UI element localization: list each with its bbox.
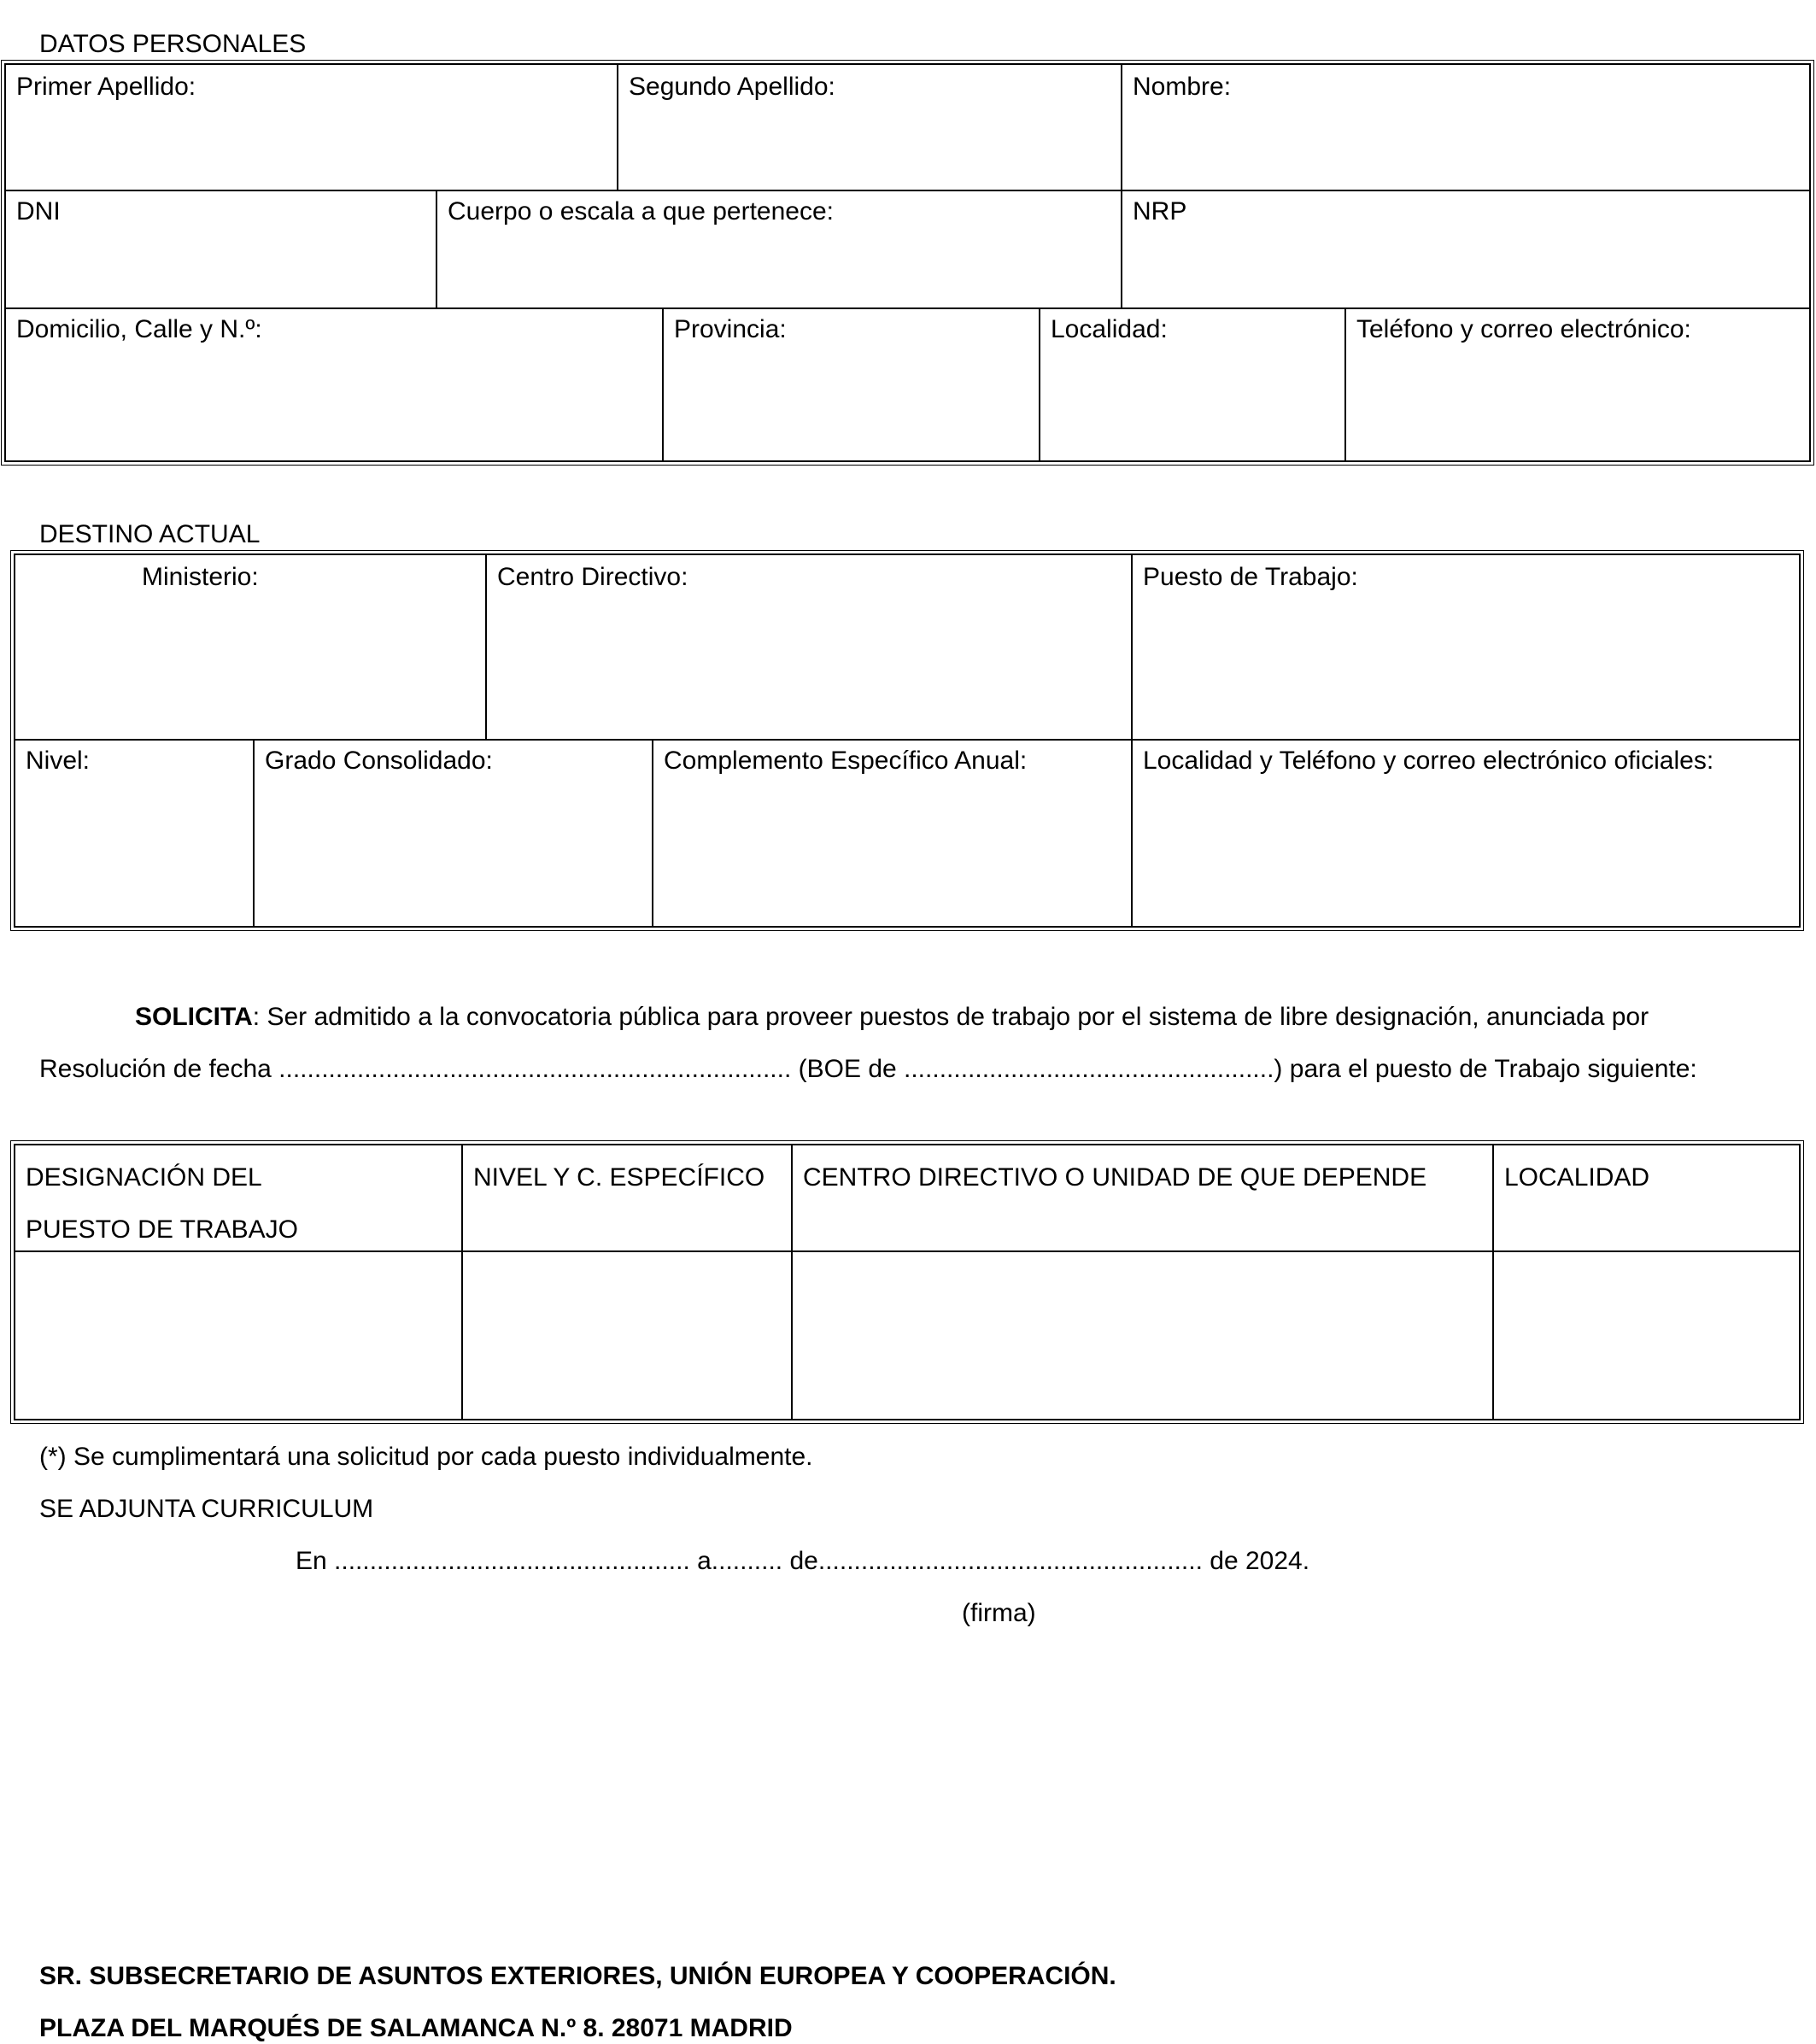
centro-unidad-header	[791, 1145, 1492, 1250]
ministerio-label: Ministerio:	[142, 563, 259, 591]
centro-directivo-field[interactable]	[485, 555, 1131, 739]
nivel-field[interactable]	[15, 739, 253, 926]
localidad-label: Localidad:	[1051, 315, 1168, 343]
designacion-header	[15, 1145, 461, 1250]
grado-field[interactable]	[253, 739, 652, 926]
puesto-field[interactable]	[1131, 555, 1799, 739]
resolucion-line: Resolución de fecha ........................................................................ (BOE de ....................................................) para el puesto de Trabajo siguiente:	[39, 1055, 1697, 1083]
dni-field[interactable]	[6, 190, 436, 307]
dni-label: DNI	[16, 197, 61, 225]
nivel-especifico-input-cell[interactable]	[461, 1250, 791, 1419]
nrp-field[interactable]	[1121, 190, 1809, 307]
designacion-header-line2: PUESTO DE TRABAJO	[26, 1215, 298, 1244]
segundo-apellido-field[interactable]	[617, 65, 1121, 190]
primer-apellido-label: Primer Apellido:	[16, 73, 196, 101]
domicilio-label: Domicilio, Calle y N.º:	[16, 315, 262, 343]
complemento-label: Complemento Específico Anual:	[664, 747, 1028, 775]
nivel-label: Nivel:	[26, 747, 91, 775]
cuerpo-label: Cuerpo o escala a que pertenece:	[448, 197, 834, 225]
curriculum-text: SE ADJUNTA CURRICULUM	[39, 1495, 374, 1523]
centro-directivo-label: Centro Directivo:	[497, 563, 688, 591]
domicilio-field[interactable]	[6, 307, 662, 460]
provincia-label: Provincia:	[674, 315, 787, 343]
destino-actual-heading: DESTINO ACTUAL	[39, 520, 261, 548]
solicita-keyword: SOLICITA	[135, 1003, 253, 1031]
telefono-field[interactable]	[1344, 307, 1809, 460]
complemento-field[interactable]	[652, 739, 1131, 926]
centro-unidad-header-label: CENTRO DIRECTIVO O UNIDAD DE QUE DEPENDE	[803, 1163, 1427, 1192]
localidad-input-cell[interactable]	[1492, 1250, 1799, 1419]
localidad-header-label: LOCALIDAD	[1504, 1163, 1650, 1192]
provincia-field[interactable]	[662, 307, 1039, 460]
localidad-header	[1492, 1145, 1799, 1250]
localidad-oficial-label: Localidad y Teléfono y correo electrónico oficiales:	[1143, 747, 1714, 775]
ministerio-field[interactable]	[15, 555, 485, 739]
nombre-field[interactable]	[1121, 65, 1809, 190]
datos-personales-table	[4, 63, 1811, 462]
firma-label: (firma)	[962, 1599, 1036, 1627]
nivel-especifico-header-label: NIVEL Y C. ESPECÍFICO	[473, 1163, 765, 1192]
addressee-line2: PLAZA DEL MARQUÉS DE SALAMANCA N.º 8. 28071 MADRID	[39, 2014, 793, 2042]
puesto-label: Puesto de Trabajo:	[1143, 563, 1358, 591]
solicita-text: : Ser admitido a la convocatoria pública para proveer puestos de trabajo por el sistema de libre designación, anunciada por	[252, 1003, 1649, 1031]
note-text: (*) Se cumplimentará una solicitud por cada puesto individualmente.	[39, 1443, 813, 1471]
datos-personales-heading: DATOS PERSONALES	[39, 30, 307, 58]
destino-actual-table	[14, 553, 1801, 928]
addressee-line1: SR. SUBSECRETARIO DE ASUNTOS EXTERIORES, UNIÓN EUROPEA Y COOPERACIÓN.	[39, 1962, 1116, 1990]
cuerpo-field[interactable]	[436, 190, 1121, 307]
nivel-especifico-header	[461, 1145, 791, 1250]
segundo-apellido-label: Segundo Apellido:	[629, 73, 835, 101]
centro-unidad-input-cell[interactable]	[791, 1250, 1492, 1419]
nombre-label: Nombre:	[1133, 73, 1232, 101]
designacion-header-line1: DESIGNACIÓN DEL	[26, 1163, 262, 1192]
nrp-label: NRP	[1133, 197, 1187, 225]
solicita-paragraph	[135, 1002, 1649, 1033]
localidad-field[interactable]	[1039, 307, 1344, 460]
telefono-label: Teléfono y correo electrónico:	[1356, 315, 1691, 343]
fecha-line: En .................................................. a.......... de...................................................... de 2024.	[296, 1547, 1310, 1575]
designacion-input-cell[interactable]	[15, 1250, 461, 1419]
puesto-table	[14, 1144, 1801, 1420]
primer-apellido-field[interactable]	[6, 65, 617, 190]
grado-label: Grado Consolidado:	[265, 747, 493, 775]
localidad-oficial-field[interactable]	[1131, 739, 1799, 926]
